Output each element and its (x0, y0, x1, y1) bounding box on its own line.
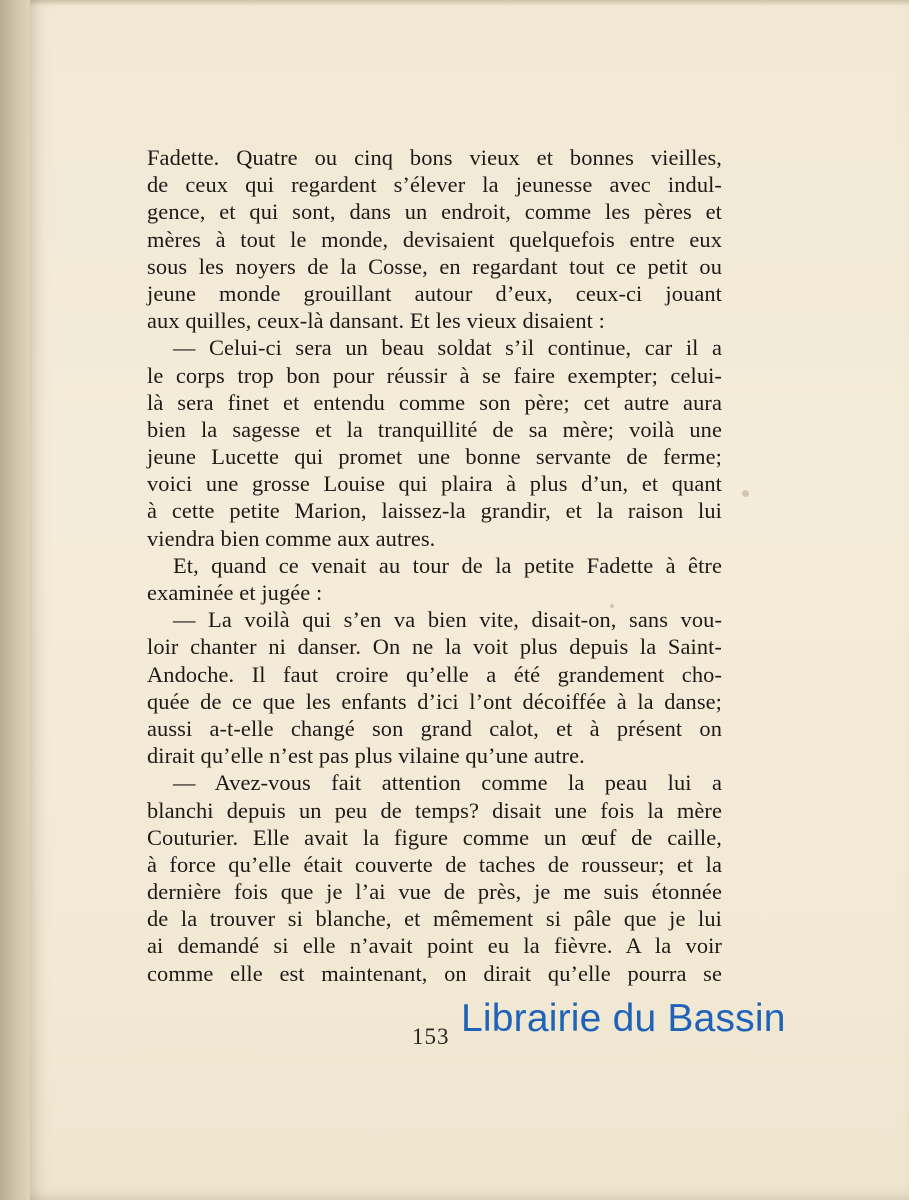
text-line: viendra bien comme aux autres. (147, 525, 436, 551)
text-line: quée de ce que les enfants d’ici l’ont décoiffée à la danse; (147, 688, 722, 714)
text-line: sous les noyers de la Cosse, en regardant tout ce petit ou (147, 253, 722, 279)
bookseller-watermark: Librairie du Bassin (461, 997, 786, 1040)
text-line: de la trouver si blanche, et mêmement si pâle que je lui (147, 906, 722, 932)
text-line: mères à tout le monde, devisaient quelquefois entre eux (147, 226, 722, 252)
text-line: blanchi depuis un peu de temps? disait une fois la mère (147, 797, 722, 823)
text-line: Andoche. Il faut croire qu’elle a été grandement cho- (147, 661, 722, 687)
text-line: — Avez-vous fait attention comme la peau lui a (173, 770, 722, 796)
text-line: Et, quand ce venait au tour de la petite Fadette à être (173, 552, 722, 578)
text-line: à force qu’elle était couverte de taches de rousseur; et la (147, 851, 722, 877)
text-line: aux quilles, ceux-là dansant. Et les vieux disaient : (147, 308, 605, 334)
text-line: Fadette. Quatre ou cinq bons vieux et bonnes vieilles, (147, 145, 722, 170)
text-line: de ceux qui regardent s’élever la jeunesse avec indul- (147, 172, 722, 198)
text-line: — La voilà qui s’en va bien vite, disait-on, sans vou- (173, 607, 722, 633)
text-line: — Celui-ci sera un beau soldat s’il continue, car il a (173, 335, 722, 361)
page-number: 153 (412, 1024, 450, 1049)
text-line: là sera finet et entendu comme son père; cet autre aura (147, 389, 722, 415)
text-line: Couturier. Elle avait la figure comme un œuf de caille, (147, 824, 722, 850)
text-line: le corps trop bon pour réussir à se faire exempter; celui- (147, 362, 722, 388)
text-line: gence, et qui sont, dans un endroit, comme les pères et (147, 199, 722, 225)
text-line: aussi a-t-elle changé son grand calot, et à présent on (147, 715, 722, 741)
text-line: jeune Lucette qui promet une bonne servante de ferme; (147, 444, 722, 470)
text-line: dernière fois que je l’ai vue de près, je me suis étonnée (147, 879, 722, 905)
text-line: à cette petite Marion, laissez-la grandir, et la raison lui (147, 498, 722, 524)
text-line: bien la sagesse et la tranquillité de sa mère; voilà une (147, 416, 722, 442)
text-line: voici une grosse Louise qui plaira à plus d’un, et quant (147, 471, 722, 497)
text-line: comme elle est maintenant, on dirait qu’elle pourra se (147, 960, 722, 986)
page-edge-shadow (30, 0, 909, 6)
text-line: examinée et jugée : (147, 580, 323, 605)
bleed-through-text (0, 110, 30, 1050)
text-line: ai demandé si elle n’avait point eu la fièvre. A la voir (147, 933, 722, 959)
text-line: loir chanter ni danser. On ne la voit plus depuis la Saint- (147, 634, 722, 660)
paper-speck (742, 490, 749, 497)
text-line: jeune monde grouillant autour d’eux, ceux-ci jouant (147, 280, 722, 306)
page-body-text (147, 144, 722, 987)
text-line: dirait qu’elle n’est pas plus vilaine qu’une autre. (147, 743, 585, 769)
